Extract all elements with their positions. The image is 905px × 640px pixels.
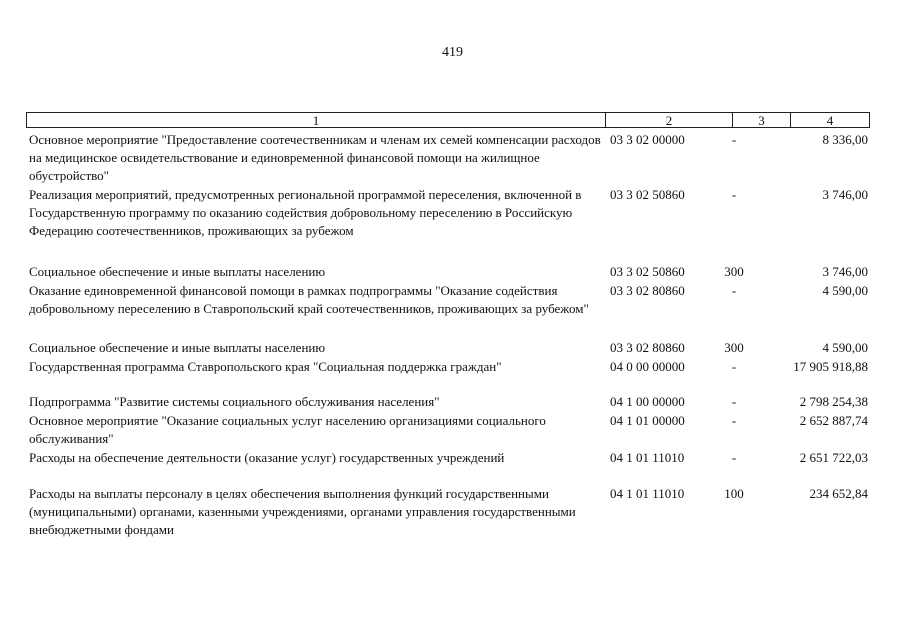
- table-row: [0, 485, 905, 541]
- table-row: [0, 186, 905, 263]
- row-name: Социальное обеспечение и иные выплаты населению: [29, 264, 326, 279]
- column-header-3: 3: [733, 113, 791, 127]
- table-row: [0, 358, 905, 393]
- row-name: Подпрограмма "Развитие системы социального обслуживания населения": [29, 394, 440, 409]
- table-row: [0, 263, 905, 282]
- row-code: 04 0 00 00000: [610, 359, 685, 374]
- row-code: 04 1 01 11010: [610, 450, 685, 465]
- table-row: [0, 393, 905, 412]
- table-row: [0, 131, 905, 186]
- page-number: 419: [442, 45, 463, 60]
- column-header-2: 2: [606, 113, 733, 127]
- row-code: 04 1 01 11010: [610, 486, 685, 501]
- row-name: Расходы на обеспечение деятельности (оказание услуг) государственных учреждений: [29, 450, 505, 465]
- row-amount: 2 651 722,03: [799, 450, 868, 465]
- row-name: Социальное обеспечение и иные выплаты населению: [29, 340, 326, 355]
- row-code: 03 3 02 00000: [610, 132, 685, 147]
- column-header-1: 1: [27, 113, 606, 127]
- row-type: -: [731, 359, 737, 374]
- table-body: [0, 131, 905, 541]
- row-amount: 234 652,84: [809, 486, 868, 501]
- column-header-4: 4: [826, 113, 834, 128]
- row-type: -: [731, 450, 737, 465]
- row-type: -: [731, 394, 737, 409]
- table-row: [0, 449, 905, 485]
- row-type: 300: [724, 264, 744, 279]
- row-code: 04 1 00 00000: [610, 394, 685, 409]
- table-row: [0, 339, 905, 358]
- row-type: 300: [724, 340, 744, 355]
- row-type: 100: [724, 486, 744, 501]
- row-code: 04 1 01 00000: [610, 413, 685, 428]
- row-amount: 4 590,00: [822, 340, 868, 355]
- row-amount: 2 652 887,74: [799, 413, 868, 428]
- row-amount: 3 746,00: [822, 187, 868, 202]
- row-amount: 3 746,00: [822, 264, 868, 279]
- row-code: 03 3 02 80860: [610, 283, 685, 298]
- row-type: -: [731, 132, 737, 147]
- row-code: 03 3 02 80860: [610, 340, 685, 355]
- table-header: [26, 112, 870, 128]
- row-type: -: [731, 283, 737, 298]
- row-amount: 2 798 254,38: [799, 394, 868, 409]
- row-amount: 4 590,00: [822, 283, 868, 298]
- row-name: Основное мероприятие "Предоставление соотечественникам и членам их семей компенсации расходов на медицинское освидетельствование и единовременной финансовой помощи на жилищное обустройство": [29, 132, 601, 183]
- row-name: Государственная программа Ставропольского края "Социальная поддержка граждан": [29, 359, 502, 374]
- row-name: Расходы на выплаты персоналу в целях обеспечения выполнения функций государственными (муниципальными) органами, казенными учреждениями, органами управления государственными внебюджетными фондами: [29, 486, 576, 537]
- row-amount: 17 905 918,88: [793, 359, 868, 374]
- table-row: [0, 412, 905, 449]
- row-name: Реализация мероприятий, предусмотренных региональной программой переселения, включенной в Государственную программу по оказанию содействия добровольному переселению в Российскую Федерацию соотечественников, проживающих за рубежом: [29, 187, 582, 238]
- row-name: Основное мероприятие "Оказание социальных услуг населению организациями социального обслуживания": [29, 413, 546, 446]
- table-row: [0, 282, 905, 339]
- row-code: 03 3 02 50860: [610, 264, 685, 279]
- row-name: Оказание единовременной финансовой помощи в рамках подпрограммы "Оказание содействия добровольному переселению в Ставропольский край соотечественников, проживающих за рубежом": [29, 283, 589, 316]
- row-code: 03 3 02 50860: [610, 187, 685, 202]
- row-type: -: [731, 413, 737, 428]
- row-type: -: [731, 187, 737, 202]
- row-amount: 8 336,00: [822, 132, 868, 147]
